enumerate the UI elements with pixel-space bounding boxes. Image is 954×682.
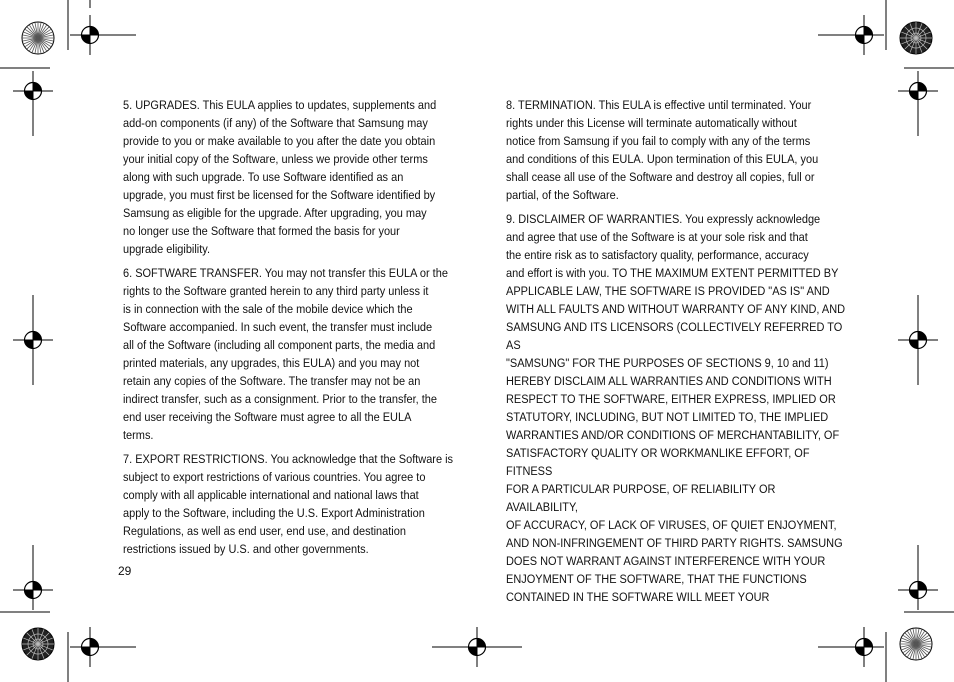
left-column (123, 96, 463, 564)
section-export-restrictions: 7. EXPORT RESTRICTIONS. You acknowledge that the Software is subject to export restrictions of various countries. You agree to comply with all applicable international and national laws that apply to the Software, including the U.S. Export Administration Regulations, as well as end user, end use, and destination restrictions issued by U.S. and other governments. (123, 452, 454, 556)
page-number: 29 (118, 564, 132, 578)
section-software-transfer: 6. SOFTWARE TRANSFER. You may not transfer this EULA or the rights to the Software granted herein to any third party unless it is in connection with the sale of the mobile device which the Software accompanied. In such event, the transfer must include all of the Software (including all component parts, the media and printed materials, any upgrades, this EULA) and you may not retain any copies of the Software. The transfer may not be an indirect transfer, such as a consignment. Prior to the transfer, the end user receiving the Software must agree to all the EULA terms. (123, 266, 448, 442)
section-termination: 8. TERMINATION. This EULA is effective until terminated. Your rights under this License will terminate automatically without notice from Samsung if you fail to comply with any of the terms and conditions of this EULA. Upon termination of this EULA, you shall cease all use of the Software and destroy all copies, full or partial, of the Software. (506, 98, 819, 202)
section-disclaimer-of-warranties: 9. DISCLAIMER OF WARRANTIES. You expressly acknowledge and agree that use of the Software is at your sole risk and that the entire risk as to satisfactory quality, performance, accuracy and effort is with you. TO THE MAXIMUM EXTENT PERMITTED BY APPLICABLE LAW, THE SOFTWARE IS PROVIDED "AS IS" AND WITH ALL FAULTS AND WITHOUT WARRANTY OF ANY KIND, AND SAMSUNG AND ITS LICENSORS (COLLECTIVELY REFERRED TO AS "SAMSUNG" FOR THE PURPOSES OF SECTIONS 9, 10 and 11) HEREBY DISCLAIM ALL WARRANTIES AND CONDITIONS WITH RESPECT TO THE SOFTWARE, EITHER EXPRESS, IMPLIED OR STATUTORY, INCLUDING, BUT NOT LIMITED TO, THE IMPLIED WARRANTIES AND/OR CONDITIONS OF MERCHANTABILITY, OF SATISFACTORY QUALITY OR WORKMANLIKE EFFORT, OF FITNESS FOR A PARTICULAR PURPOSE, OF RELIABILITY OR AVAILABILITY, OF ACCURACY, OF LACK OF VIRUSES, OF QUIET ENJOYMENT, AND NON-INFRINGEMENT OF THIRD PARTY RIGHTS. SAMSUNG DOES NOT WARRANT AGAINST INTERFERENCE WITH YOUR ENJOYMENT OF THE SOFTWARE, THAT THE FUNCTIONS CONTAINED IN THE SOFTWARE WILL MEET YOUR (506, 212, 846, 604)
section-upgrades: 5. UPGRADES. This EULA applies to updates, supplements and add-on components (if any) of the Software that Samsung may provide to you or make available to you after the date you obtain your initial copy of the Software, unless we provide other terms along with such upgrade. To use Software identified as an upgrade, you must first be licensed for the Software identified by Samsung as eligible for the upgrade. After upgrading, you may no longer use the Software that formed the basis for your upgrade eligibility. (123, 98, 437, 256)
right-column (506, 96, 846, 612)
